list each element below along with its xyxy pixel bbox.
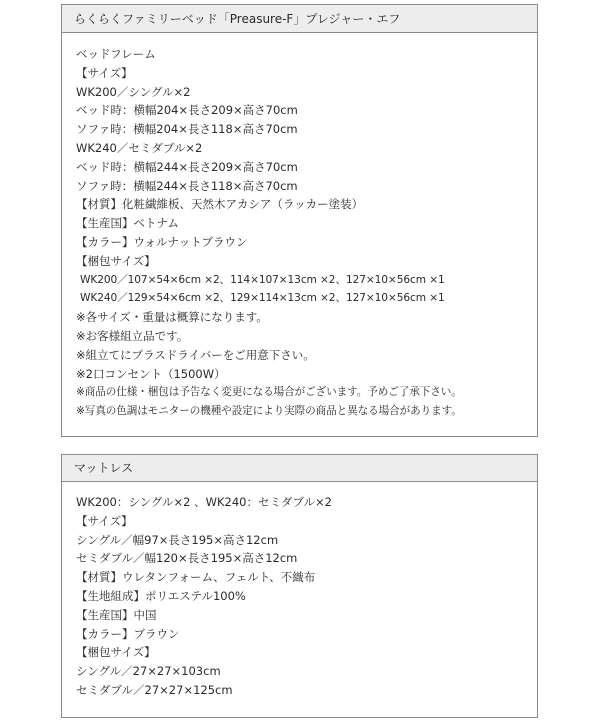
mattress-panel-title: マットレス xyxy=(62,455,537,482)
wk240-heading: WK240／セミダブル×2 xyxy=(76,140,203,155)
size-heading: 【サイズ】 xyxy=(76,65,133,80)
note-outlet: ※2口コンセント（1500W） xyxy=(76,366,226,381)
note-screwdriver: ※組立てにプラスドライバーをご用意下さい。 xyxy=(76,347,315,362)
mattress-material-line: 【材質】ウレタンフォーム、フェルト、不織布 xyxy=(76,570,316,585)
origin-country-line: 【生産国】ベトナム xyxy=(76,216,179,231)
note-photo-color: ※写真の色調はモニターの機種や設定により実際の商品と異なる場合があります。 xyxy=(76,405,462,418)
note-spec-changes: ※商品の仕様・梱包は予告なく変更になる場合がございます。予めご了承下さい。 xyxy=(76,386,462,399)
wk200-heading: WK200／シングル×2 xyxy=(76,84,191,99)
wk200-bed-dimensions: ベッド時：横幅204×長さ209×高さ70cm xyxy=(76,103,298,118)
mattress-package-semi-double: セミダブル／27×27×125cm xyxy=(76,682,233,697)
package-size-heading: 【梱包サイズ】 xyxy=(76,253,156,268)
note-assembly-required: ※お客様組立品です。 xyxy=(76,328,189,343)
mattress-fabric-line: 【生地組成】ポリエステル100% xyxy=(76,588,246,603)
section-label-bed-frame: ベッドフレーム xyxy=(76,47,156,61)
mattress-package-heading: 【梱包サイズ】 xyxy=(76,645,156,660)
mattress-single-dimensions: シングル／幅97×長さ195×高さ12cm xyxy=(76,532,279,547)
bed-frame-panel-title: らくらくファミリーベッド「Preasure-F」プレジャー・エフ xyxy=(62,5,537,33)
mattress-spec-panel xyxy=(61,454,538,718)
wk240-sofa-dimensions: ソファ時：横幅244×長さ118×高さ70cm xyxy=(76,178,298,193)
mattress-size-heading: 【サイズ】 xyxy=(76,513,133,528)
wk200-sofa-dimensions: ソファ時：横幅204×長さ118×高さ70cm xyxy=(76,122,298,137)
mattress-spec-list xyxy=(62,482,537,700)
mattress-package-single: シングル／27×27×103cm xyxy=(76,664,221,679)
mattress-origin-line: 【生産国】中国 xyxy=(76,607,157,622)
material-line: 【材質】化粧繊維板、天然木アカシア（ラッカー塗装） xyxy=(76,197,364,212)
note-approximate-sizes: ※各サイズ・重量は概算になります。 xyxy=(76,310,268,325)
bed-frame-spec-panel xyxy=(61,4,538,437)
mattress-semi-double-dimensions: セミダブル／幅120×長さ195×高さ12cm xyxy=(76,551,298,566)
mattress-sizes-summary: WK200：シングル×2 、WK240：セミダブル×2 xyxy=(76,495,332,509)
package-size-wk240: WK240／129×54×6cm ×2、129×114×13cm ×2、127×10×56cm ×1 xyxy=(80,292,445,305)
mattress-color-line: 【カラー】ブラウン xyxy=(76,626,180,641)
bed-frame-spec-list xyxy=(62,33,537,421)
wk240-bed-dimensions: ベッド時：横幅244×長さ209×高さ70cm xyxy=(76,159,298,174)
package-size-wk200: WK200／107×54×6cm ×2、114×107×13cm ×2、127×10×56cm ×1 xyxy=(80,273,445,286)
color-line: 【カラー】ウォルナットブラウン xyxy=(76,234,248,249)
